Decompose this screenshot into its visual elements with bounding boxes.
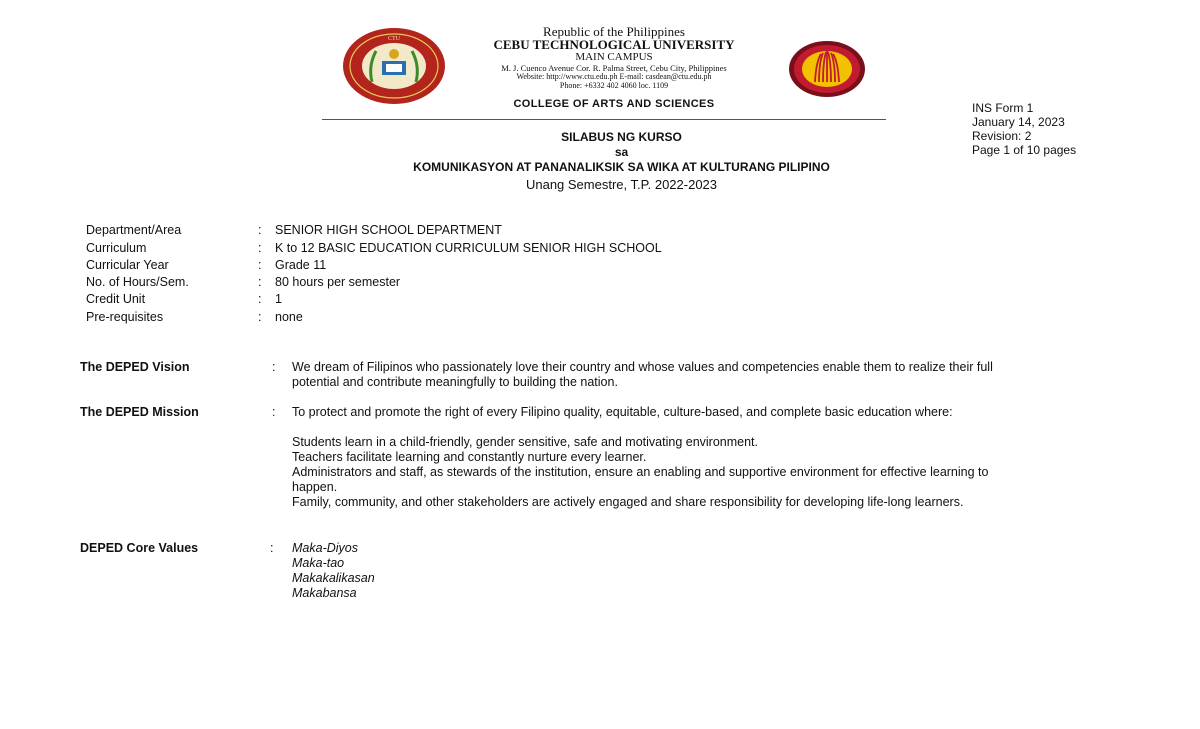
core-value-item: Makakalikasan: [292, 571, 375, 585]
info-colon: :: [258, 275, 262, 289]
mission-intro: To protect and promote the right of every Filipino quality, equitable, culture-based, and complete basic education where:: [292, 405, 953, 419]
info-value: K to 12 BASIC EDUCATION CURRICULUM SENIOR HIGH SCHOOL: [275, 241, 662, 255]
form-revision: Revision: 2: [972, 129, 1032, 143]
address-text: M. J. Cuenco Avenue Cor. R. Palma Street, Cebu City, Philippines: [501, 63, 727, 73]
core-value-item: Maka-tao: [292, 556, 345, 570]
core-values-list: [292, 541, 1052, 601]
info-value: Grade 11: [275, 258, 327, 272]
website-email-text: Website: http://www.ctu.edu.ph E-mail: casdean@ctu.edu.ph: [516, 72, 712, 81]
mission-item: Students learn in a child-friendly, gender sensitive, safe and motivating environment.: [292, 435, 758, 449]
title-connector: sa: [614, 145, 629, 159]
phone-text: Phone: +6332 402 4060 loc. 1109: [559, 81, 669, 90]
asean-logo: [788, 40, 866, 98]
info-colon: :: [258, 223, 262, 237]
campus-name: MAIN CAMPUS: [575, 51, 653, 63]
mission-item: Teachers facilitate learning and constantly nurture every learner.: [292, 450, 647, 464]
mission-colon: :: [272, 405, 276, 419]
republic-text: Republic of the Philippines: [543, 24, 685, 39]
form-page-count: Page 1 of 10 pages: [972, 143, 1077, 157]
mission-item: happen.: [292, 480, 338, 494]
ctu-seal-logo: [342, 27, 446, 105]
info-label: Credit Unit: [86, 292, 146, 306]
course-title: KOMUNIKASYON AT PANANALIKSIK SA WIKA AT KULTURANG PILIPINO: [413, 160, 830, 174]
info-value: 1: [275, 292, 282, 306]
info-label: Curriculum: [86, 241, 147, 255]
core-value-item: Maka-Diyos: [292, 541, 358, 555]
svg-text:CTU: CTU: [388, 36, 400, 42]
mission-item: Family, community, and other stakeholders are actively engaged and share responsibility for developing life-long learners.: [292, 495, 964, 509]
form-number: INS Form 1: [972, 101, 1034, 115]
info-colon: :: [258, 310, 262, 324]
vision-line: We dream of Filipinos who passionately love their country and whose values and competencies enable them to realize their full: [292, 360, 993, 374]
mission-list: [292, 435, 1052, 510]
core-values-colon: :: [270, 541, 274, 555]
vision-colon: :: [272, 360, 276, 374]
core-values-label: DEPED Core Values: [80, 541, 199, 555]
semester-text: Unang Semestre, T.P. 2022-2023: [525, 177, 718, 192]
info-colon: :: [258, 258, 262, 272]
vision-text: [292, 360, 1052, 390]
form-date: January 14, 2023: [972, 115, 1065, 129]
header-divider: [322, 119, 886, 120]
info-value: 80 hours per semester: [275, 275, 401, 289]
mission-item: Administrators and staff, as stewards of the institution, ensure an enabling and supportive environment for effective learning to: [292, 465, 989, 479]
college-name: COLLEGE OF ARTS AND SCIENCES: [513, 98, 715, 110]
info-label: No. of Hours/Sem.: [86, 275, 189, 289]
syllabus-title: SILABUS NG KURSO: [561, 130, 682, 144]
info-value: none: [275, 310, 303, 324]
core-value-item: Makabansa: [292, 586, 357, 600]
university-name: CEBU TECHNOLOGICAL UNIVERSITY: [493, 37, 735, 52]
vision-label: The DEPED Vision: [80, 360, 190, 374]
info-label: Department/Area: [86, 223, 182, 237]
info-label: Curricular Year: [86, 258, 169, 272]
mission-label: The DEPED Mission: [80, 405, 199, 419]
info-label: Pre-requisites: [86, 310, 164, 324]
info-value: SENIOR HIGH SCHOOL DEPARTMENT: [275, 223, 502, 237]
info-colon: :: [258, 292, 262, 306]
info-colon: :: [258, 241, 262, 255]
vision-line: potential and contribute meaningfully to building the nation.: [292, 375, 618, 389]
